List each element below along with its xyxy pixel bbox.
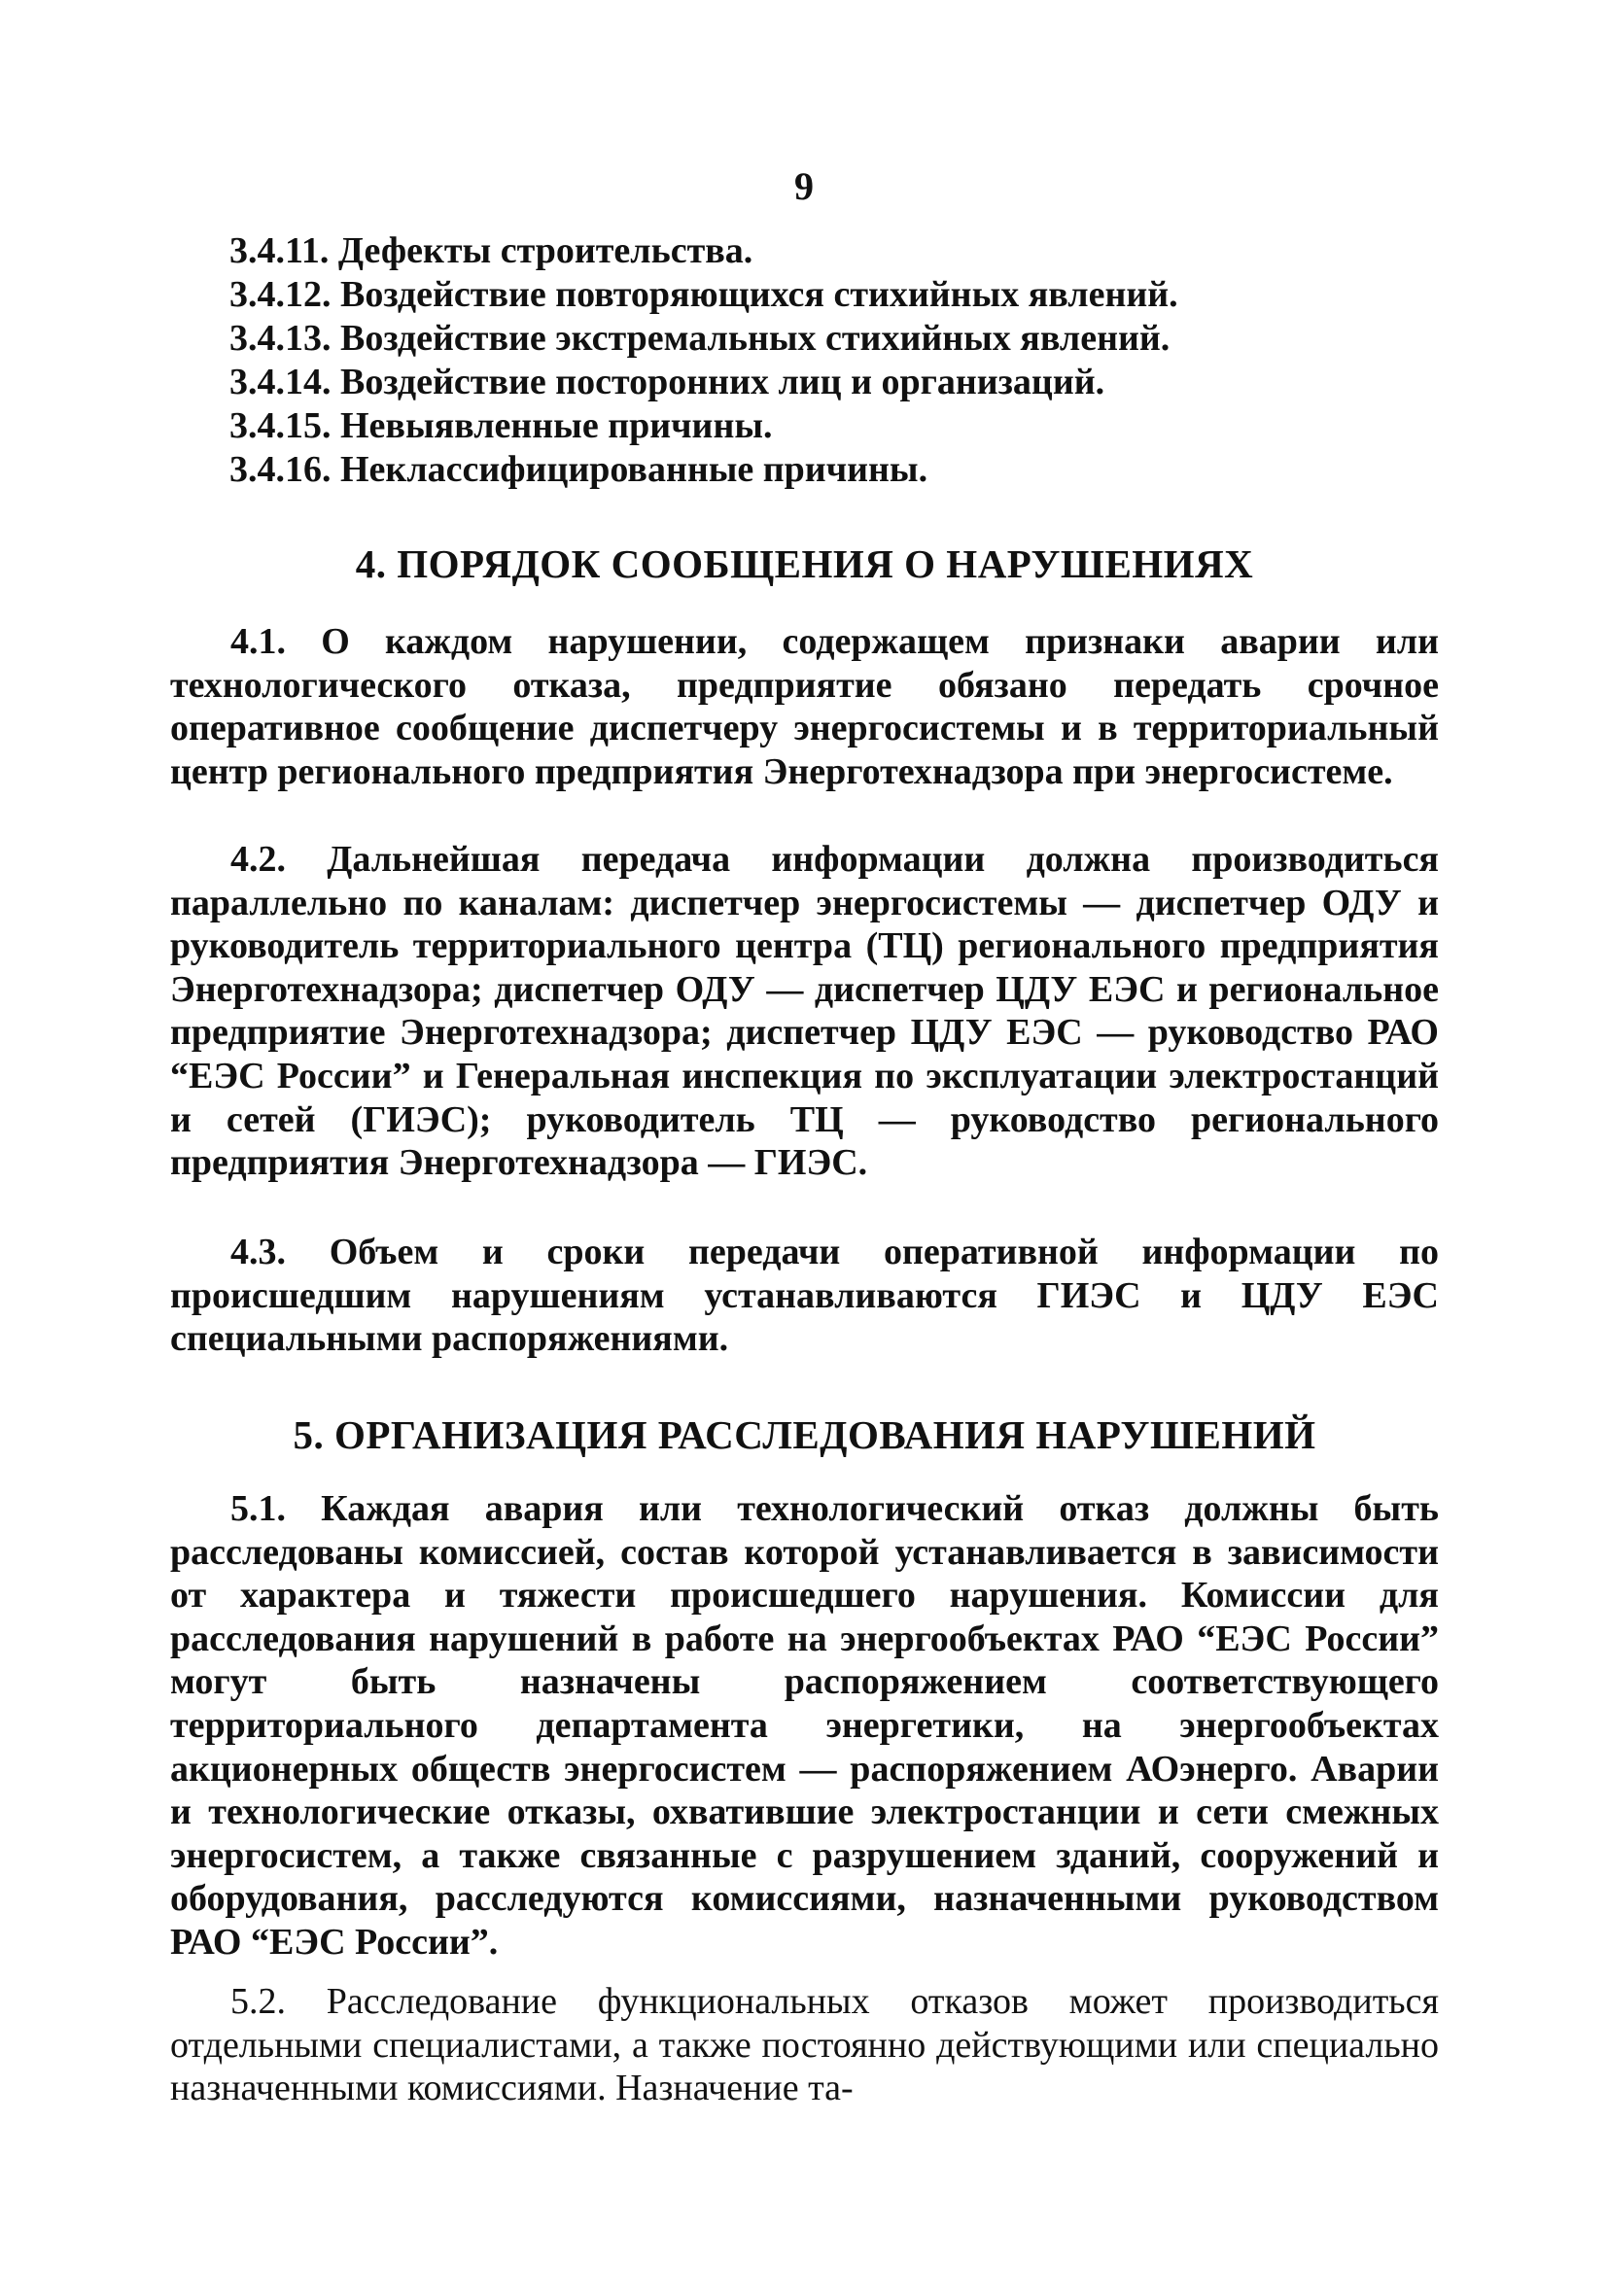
paragraph-4-3: 4.3. Объем и сроки передачи оперативной информации по происшедшим нарушениям устанавливаются ГИЭС и ЦДУ ЕЭС специальными распоряжениями. bbox=[170, 1232, 1439, 1360]
paragraph-5-1: 5.1. Каждая авария или технологический отказ должны быть расследованы комиссией, состав которой устанавливается в зависимости от характера и тяжести происшедшего нарушения. Комиссии для расследования нарушений в работе на энергообъектах РАО “ЕЭС России” могут быть назначены распоряжением соответствующего территориального департамента энергетики, на энергообъектах акционерных обществ энергосистем — распоряжением АОэнерго. Аварии и технологические отказы, охватившие электростанции и сети смежных энергосистем, а также связанные с разрушением зданий, сооружений и оборудования, расследуются комиссиями, назначенными руководством РАО “ЕЭС России”. bbox=[170, 1488, 1439, 1963]
paragraph-5-2: 5.2. Расследование функциональных отказов может производиться отдельными специалистами, а также постоянно действующими или специально назначенными комиссиями. Назначение та- bbox=[170, 1981, 1439, 2109]
list-item: 3.4.15. Невыявленные причины. bbox=[229, 405, 773, 446]
list-item: 3.4.11. Дефекты строительства. bbox=[229, 230, 753, 271]
page-number: 9 bbox=[794, 164, 814, 208]
paragraph-4-1: 4.1. О каждом нарушении, содержащем признаки аварии или технологического отказа, предприятие обязано передать срочное оперативное сообщение диспетчеру энергосистемы и в территориальный центр регионального предприятия Энерготехнадзора при энергосистеме. bbox=[170, 621, 1439, 792]
cause-list bbox=[229, 229, 1445, 492]
list-item: 3.4.16. Неклассифицированные причины. bbox=[229, 449, 928, 490]
section-4-heading: 4. ПОРЯДОК СООБЩЕНИЯ О НАРУШЕНИЯХ bbox=[355, 541, 1254, 586]
list-item: 3.4.12. Воздействие повторяющихся стихийных явлений. bbox=[229, 274, 1178, 315]
section-5-heading: 5. ОРГАНИЗАЦИЯ РАССЛЕДОВАНИЯ НАРУШЕНИЙ bbox=[293, 1412, 1316, 1457]
list-item: 3.4.13. Воздействие экстремальных стихийных явлений. bbox=[229, 318, 1171, 359]
paragraph-4-2: 4.2. Дальнейшая передача информации должна производиться параллельно по каналам: диспетчер энергосистемы — диспетчер ОДУ и руководитель территориального центра (ТЦ) регионального предприятия Энерготехнадзора; диспетчер ОДУ — диспетчер ЦДУ ЕЭС и региональное предприятие Энерготехнадзора; диспетчер ЦДУ ЕЭС — руководство РАО “ЕЭС России” и Генеральная инспекция по эксплуатации электростанций и сетей (ГИЭС); руководитель ТЦ — руководство регионального предприятия Энерготехнадзора — ГИЭС. bbox=[170, 839, 1439, 1184]
list-item: 3.4.14. Воздействие посторонних лиц и организаций. bbox=[229, 362, 1105, 402]
